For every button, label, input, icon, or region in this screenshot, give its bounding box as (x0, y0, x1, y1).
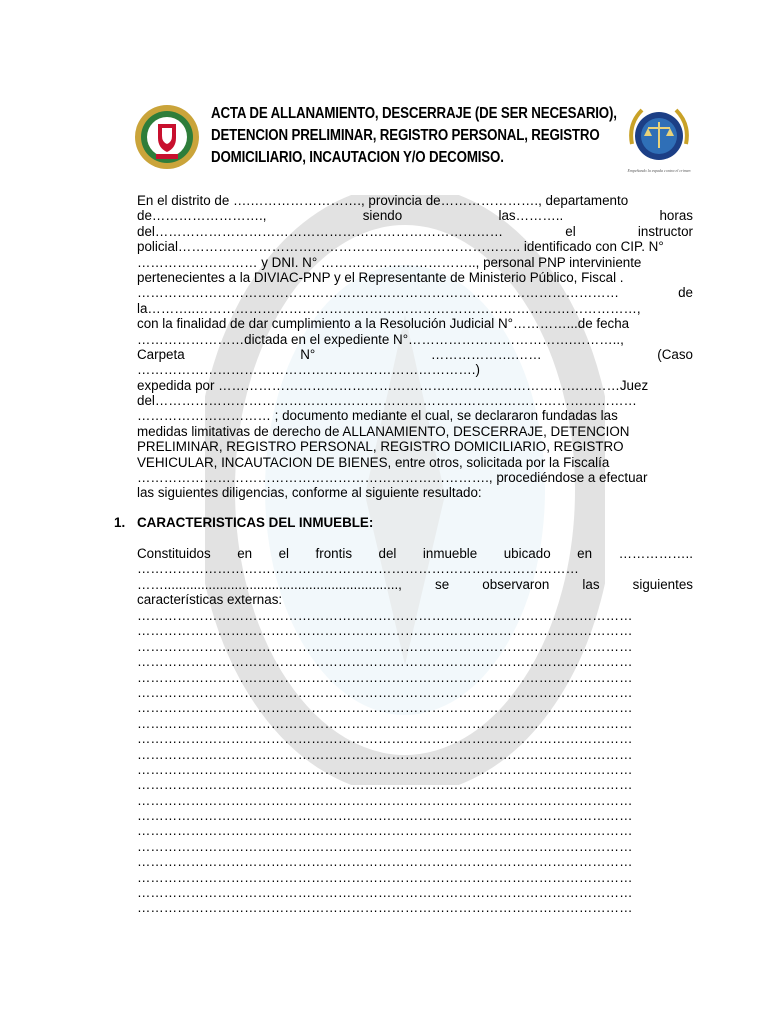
text-segment: Constituidos (137, 546, 211, 561)
text-line (137, 193, 693, 208)
text-segment: ubicado (503, 546, 551, 561)
title-line: DOMICILIARIO, INCAUTACION Y/O DECOMISO. (211, 149, 504, 166)
title-line: DETENCION PRELIMINAR, REGISTRO PERSONAL, REGISTRO (211, 127, 600, 144)
dotted-line: ………………………………………………………………………………………………… (137, 746, 633, 762)
text-segment: ……………………… y DNI. N° …………………………….., personal PNP interviniente (137, 254, 642, 270)
dotted-line: ………………………………………………………………………………………………… (137, 654, 633, 670)
dotted-line: ………………………………………………………………………………………………… (137, 684, 633, 700)
dotted-line: ………………………………………………………………………………………………… (137, 869, 633, 885)
text-segment: siendo (362, 208, 403, 224)
dotted-line: ………………………………………………………………………………………………… (137, 608, 633, 623)
section-number: 1. (114, 515, 126, 530)
text-line (137, 439, 693, 454)
text-segment: ……………………………………………………………………………………………… (137, 285, 620, 301)
text-line (137, 301, 693, 316)
text-segment: el (278, 546, 290, 561)
text-segment: ……………………dictada en el expediente N°……………………………….……….., (137, 331, 624, 347)
section-heading (114, 515, 373, 530)
text-segment: En el distrito de ….……………………., provincia de…………………., departamento (137, 193, 629, 208)
text-line (137, 316, 693, 331)
text-line (137, 378, 693, 393)
text-line (137, 577, 693, 592)
dotted-line: ………………………………………………………………………………………………… (137, 792, 633, 808)
text-segment: frontis (315, 546, 353, 561)
text-segment: en (577, 546, 593, 561)
text-line (137, 224, 693, 239)
text-segment: horas (659, 208, 693, 224)
text-segment: las……….. (498, 208, 564, 224)
text-line (137, 239, 693, 254)
text-segment: observaron (482, 576, 550, 592)
text-line (137, 208, 693, 223)
text-line (137, 470, 693, 485)
dotted-line: ………………………………………………………………………………………………… (137, 761, 633, 777)
text-segment: ……………….…… (430, 346, 542, 362)
text-segment: del…………………………………………………………………… (137, 223, 504, 239)
text-line (137, 424, 693, 439)
text-segment: Carpeta (137, 346, 185, 362)
text-segment: ……..............................................................., (137, 576, 402, 592)
intro-paragraph (137, 193, 693, 501)
section-title: CARACTERISTICAS DEL INMUEBLE: (137, 515, 374, 530)
text-segment: inmueble (422, 546, 478, 561)
title-line: ACTA DE ALLANAMIENTO, DESCERRAJE (DE SER NECESARIO), (211, 105, 617, 122)
text-segment: del (378, 546, 397, 561)
dotted-line: ………………………………………………………………………………………………… (137, 638, 633, 654)
text-segment: características externas: (137, 592, 283, 608)
police-crest-icon (134, 104, 200, 170)
text-line (137, 255, 693, 270)
dotted-line: ………………………………………………………………………………………………… (137, 885, 633, 901)
text-segment: medidas limitativas de derecho de ALLANAMIENTO, DESCERRAJE, DETENCION (137, 423, 630, 439)
text-line (137, 455, 693, 470)
text-line (137, 332, 693, 347)
text-segment: las siguientes diligencias, conforme al siguiente resultado: (137, 485, 482, 501)
dotted-line: ………………………………………………………………………………………………… (137, 669, 633, 685)
text-line (137, 393, 693, 408)
text-segment: ………………………………………………………………….) (137, 362, 480, 378)
dotted-line: ………………………………………………………………………………………………… (137, 715, 633, 731)
svg-text:Empeñando la espada contra el: Empeñando la espada contra el crimen (627, 168, 691, 173)
dotted-line: ………………………………………………………………………………………………… (137, 623, 633, 639)
text-segment: ………………………… ; documento mediante el cual, se declararon fundadas las (137, 408, 618, 424)
text-line (137, 592, 693, 607)
text-line (137, 285, 693, 300)
text-segment: VEHICULAR, INCAUTACION DE BIENES, entre otros, solicitada por la Fiscalía (137, 454, 610, 470)
text-segment: policial………………………………………………………………….. identificado con CIP. N° (137, 239, 664, 255)
text-segment: pertenecientes a la DIVIAC-PNP y el Representante de Ministerio Público, Fiscal . (137, 269, 624, 285)
text-line (137, 408, 693, 423)
text-segment: del……………………………………………………………………………………………… (137, 393, 637, 409)
dotted-line: ………………………………………………………………………………………………… (137, 823, 633, 839)
text-segment: el (565, 223, 576, 239)
property-paragraph (137, 546, 693, 608)
dotted-line: ………………………………………………………………………………………………… (137, 854, 633, 870)
text-segment: PRELIMINAR, REGISTRO PERSONAL, REGISTRO DOMICILIARIO, REGISTRO (137, 439, 624, 455)
dotted-line: ………………………………………………………………………………………………… (137, 900, 633, 916)
text-line (137, 270, 693, 285)
text-segment: de……………………., (137, 208, 267, 224)
dotted-line: ………………………………………………………………………………………………… (137, 700, 633, 716)
text-line (137, 546, 693, 561)
text-segment: la………..………………………………………………………………………………………, (137, 300, 641, 316)
text-line (137, 485, 693, 500)
justice-emblem-icon (624, 104, 694, 176)
blank-fill-lines (137, 608, 693, 916)
text-segment: se (435, 576, 450, 592)
dotted-line: ………………………………………………………………………………………………… (137, 838, 633, 854)
text-segment: ……………………………………………………………………………………… (137, 561, 579, 577)
document-title (211, 103, 617, 169)
text-line (137, 347, 693, 362)
text-line (137, 362, 693, 377)
text-segment: expedida por ………………………………………………………………………………Juez (137, 377, 649, 393)
text-segment: N° (300, 346, 316, 362)
text-segment: ……………………………………………………………………., procediéndose a efectuar (137, 470, 648, 486)
dotted-line: ………………………………………………………………………………………………… (137, 777, 633, 793)
text-segment: siguientes (632, 576, 693, 592)
text-segment: …………….. (618, 546, 693, 561)
text-segment: de (678, 285, 693, 301)
text-segment: en (237, 546, 253, 561)
dotted-line: ………………………………………………………………………………………………… (137, 808, 633, 824)
text-segment: con la finalidad de dar cumplimiento a la Resolución Judicial N°…………...de fecha (137, 316, 630, 332)
text-segment: las (582, 576, 600, 592)
text-segment: (Caso (657, 346, 693, 362)
text-line (137, 561, 693, 576)
text-segment: instructor (637, 223, 693, 239)
dotted-line: ………………………………………………………………………………………………… (137, 731, 633, 747)
